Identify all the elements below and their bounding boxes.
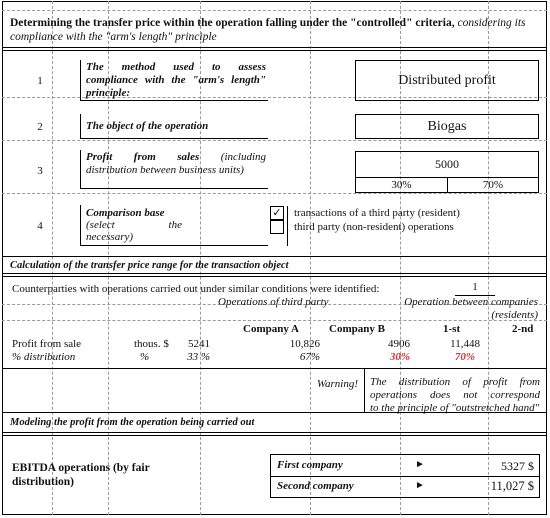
option-non-resident-label: third party (non-resident) operations	[294, 221, 454, 233]
row-4-label: Comparison base (select the necessary)	[86, 207, 182, 243]
ebitda-row-divider	[270, 476, 540, 477]
profit-company-a: 10,826	[289, 338, 320, 350]
col-first: 1-st	[443, 323, 461, 335]
row-3-split-b: 70%	[482, 179, 504, 191]
row-number-1: 1	[37, 75, 43, 87]
first-company-value: 5327 $	[501, 459, 534, 473]
group-between-sub: (residents)	[491, 309, 538, 321]
row-3-split-a-field[interactable]	[355, 177, 448, 193]
row-2-value: Biogas	[427, 119, 467, 134]
divider	[2, 432, 547, 433]
col-company-a: Company A	[243, 323, 299, 335]
divider	[2, 273, 547, 274]
profit-label: Profit from sale	[12, 338, 82, 350]
grid-line	[2, 10, 547, 11]
col-company-b: Company B	[329, 323, 385, 335]
row-4-separator	[80, 205, 81, 245]
row-4-underline	[80, 245, 268, 246]
form-title-italic: considering its compliance with the "arm's length" principle	[10, 17, 526, 43]
row-1-separator	[80, 60, 81, 100]
distribution-own: 33 %	[187, 351, 210, 363]
warning-label: Warning!	[316, 378, 358, 390]
form-title-bold: Determining the transfer price within the operation falling under the "controlled" criteria,	[10, 17, 455, 29]
row-2-label: The object of the operation	[86, 120, 209, 132]
divider	[2, 256, 547, 257]
row-2-value-field[interactable]	[355, 114, 539, 139]
warning-message: The distribution of profit from operations does not correspond to the principle of "outstretched hand"	[370, 376, 540, 414]
row-1-label: The method used to assess compliance with the "arm's length" principle:	[86, 61, 266, 99]
row-3-total: 5000	[435, 157, 459, 171]
row-1-underline	[80, 100, 268, 101]
row-2-underline	[80, 138, 268, 139]
second-company-value: 11,027 $	[490, 479, 534, 493]
first-company-arrow-icon: ►	[415, 459, 425, 470]
range-title: Calculation of the transfer price range for the transaction object	[10, 260, 289, 271]
distribution-second: 70%	[454, 351, 475, 363]
row-3-underline	[80, 188, 268, 189]
distribution-company-a: 67%	[299, 351, 320, 363]
divider	[2, 276, 547, 277]
warning-separator	[364, 368, 365, 412]
ebitda-label: EBITDA operations (by fair distribution)	[12, 462, 150, 488]
row-number-2: 2	[37, 121, 43, 133]
row-1-value-field[interactable]	[355, 60, 539, 101]
group-between-companies: Operation between companies	[404, 296, 538, 308]
divider	[2, 368, 547, 369]
profit-own: 5241	[188, 338, 210, 350]
col-second: 2-nd	[512, 323, 534, 335]
counterparties-value[interactable]: 1	[472, 281, 478, 293]
profit-unit: thous. $	[134, 338, 169, 350]
divider	[2, 50, 547, 51]
check-icon: ✓	[272, 207, 282, 219]
grid-line	[2, 193, 547, 194]
first-company-label: First company	[277, 459, 343, 471]
profit-second: 11,448	[450, 338, 480, 350]
distribution-unit: %	[140, 351, 150, 363]
option-non-resident-checkbox[interactable]	[270, 220, 284, 234]
divider	[2, 47, 547, 48]
row-3-split-a: 30%	[391, 179, 412, 191]
distribution-label: % distribution	[12, 351, 76, 363]
second-company-label: Second company	[277, 480, 354, 492]
counterparties-label: Counterparties with operations carried out under similar conditions were identified:	[12, 283, 380, 295]
row-number-4: 4	[37, 220, 43, 232]
second-company-arrow-icon: ►	[415, 480, 425, 491]
profit-first: 4906	[388, 338, 410, 350]
distribution-first: 30%	[389, 351, 410, 363]
row-3-total-field[interactable]	[355, 151, 539, 178]
group-third-party: Operations of third party	[218, 296, 329, 308]
form-title	[10, 16, 530, 44]
grid-line	[310, 1, 311, 515]
row-number-3: 3	[37, 165, 43, 177]
option-separator	[287, 206, 288, 246]
option-resident-checkbox[interactable]	[270, 206, 284, 220]
divider	[2, 435, 547, 436]
row-3-split-b-field[interactable]	[447, 177, 539, 193]
option-resident-label: transactions of a third party (resident)	[294, 207, 460, 219]
modeling-title: Modeling the profit from the operation being carried out	[10, 417, 255, 428]
divider	[2, 412, 547, 413]
grid-line	[2, 140, 547, 141]
row-2-separator	[80, 114, 81, 138]
row-3-separator	[80, 150, 81, 188]
row-1-value: Distributed profit	[398, 73, 496, 88]
row-3-label: Profit from sales (including distribution between business units)	[86, 151, 266, 176]
